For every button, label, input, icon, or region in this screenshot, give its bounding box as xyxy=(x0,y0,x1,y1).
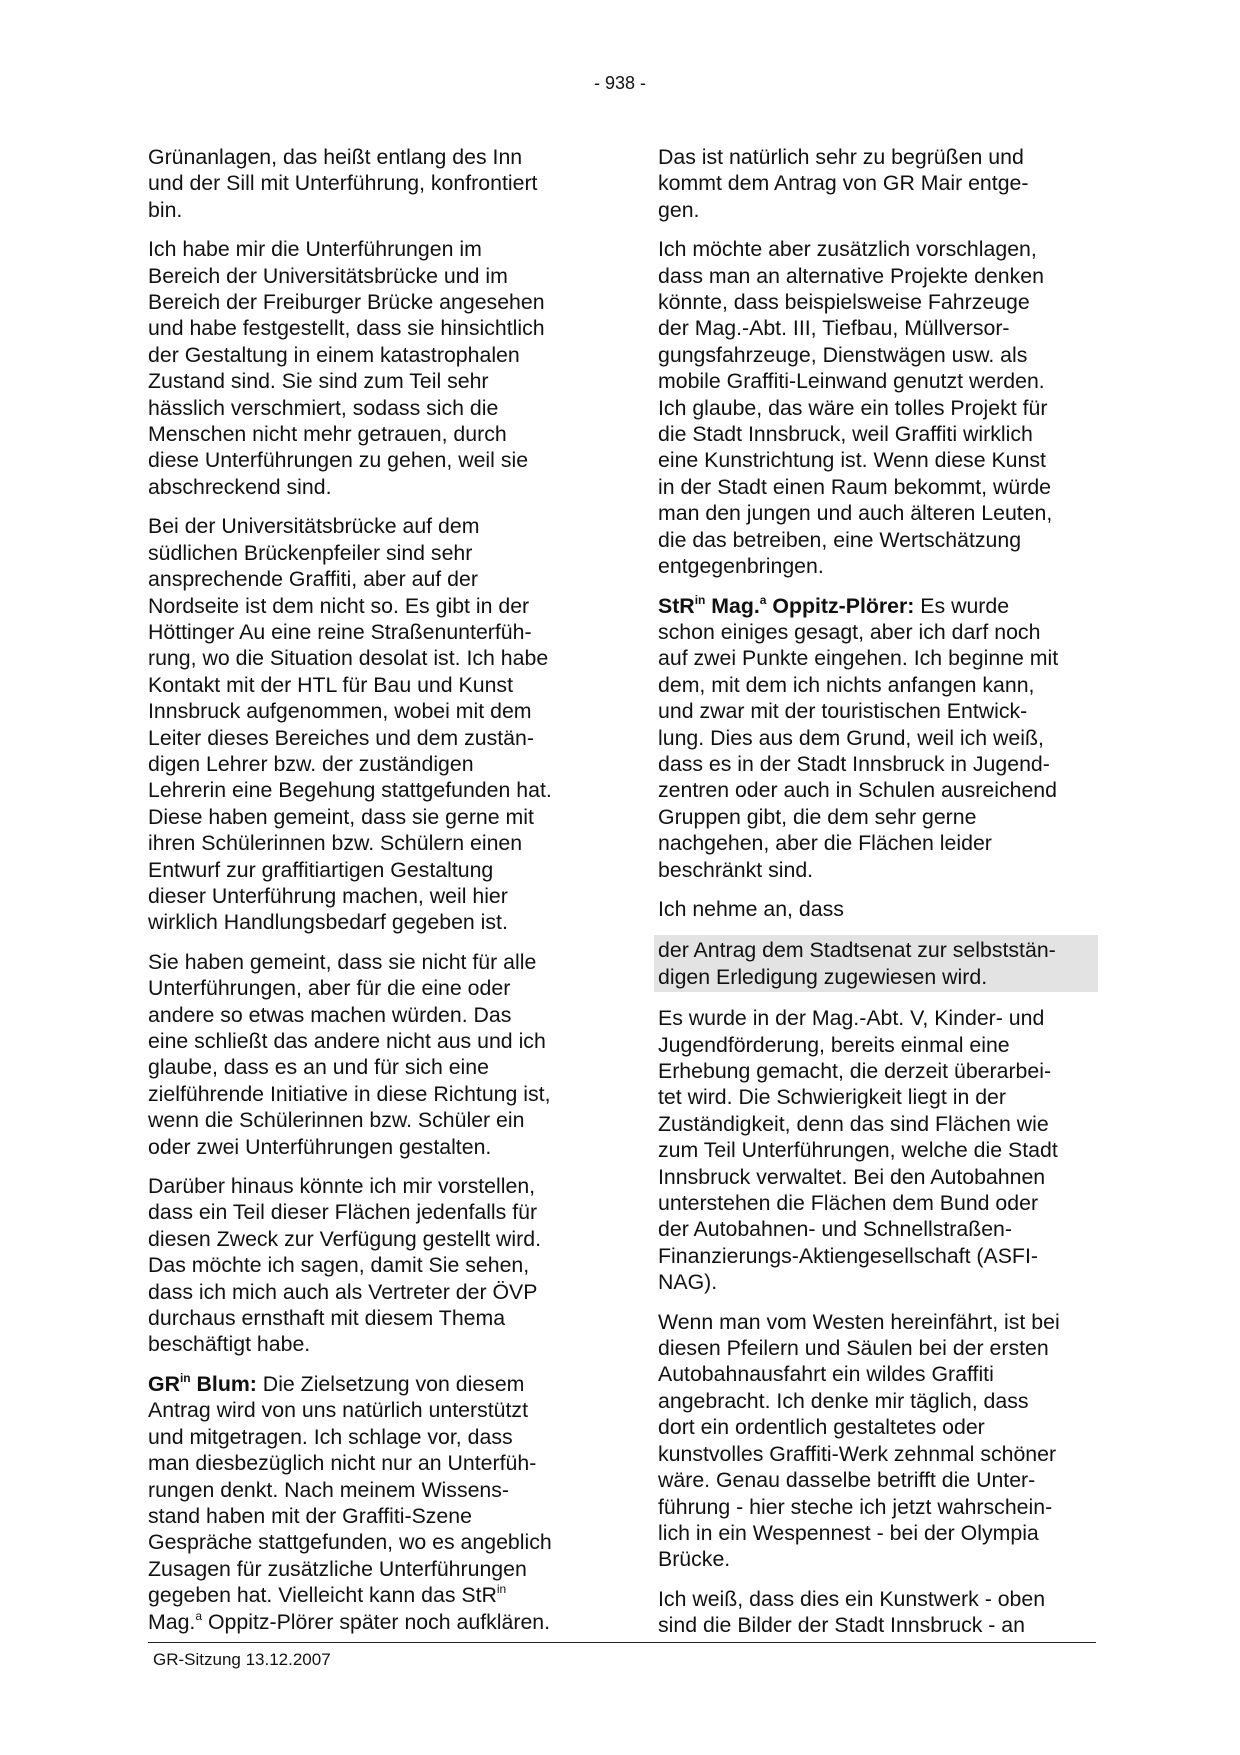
paragraph-lines xyxy=(148,1397,588,1582)
paragraph xyxy=(658,1005,1098,1295)
text-line: andere so etwas machen würden. Das xyxy=(148,1002,512,1027)
paragraph xyxy=(658,236,1098,579)
paragraph-lines xyxy=(658,619,1098,883)
text-line: man diesbezüglich nicht nur an Unterfüh- xyxy=(148,1451,537,1476)
text-line: zum Teil Unterführungen, welche die Stadt xyxy=(658,1138,1058,1163)
text-line: diesen Zweck zur Verfügung gestellt wird. xyxy=(148,1226,542,1251)
text-line: mobile Graffiti-Leinwand genutzt werden. xyxy=(658,369,1045,394)
text-line: dieser Unterführung machen, weil hier xyxy=(148,883,508,908)
text-line: glaube, dass es an und für sich eine xyxy=(148,1055,489,1080)
text-line: Lehrerin eine Begehung stattgefunden hat. xyxy=(148,778,552,803)
text-line: zentren oder auch in Schulen ausreichend xyxy=(658,778,1057,803)
text-line: schon einiges gesagt, aber ich darf noch xyxy=(658,619,1041,644)
text-line: angebracht. Ich denke mir täglich, dass xyxy=(658,1388,1029,1413)
text-line: entgegenbringen. xyxy=(658,554,824,579)
speaker-name: StR$^{in}$ Mag.$^a$ Oppitz-Plörer: xyxy=(658,592,915,618)
text-line: Jugendförderung, bereits einmal eine xyxy=(658,1032,1010,1057)
text-line: Finanzierungs-Aktiengesellschaft (ASFI- xyxy=(658,1243,1038,1268)
text-line: der Gestaltung in einem katastrophalen xyxy=(148,342,520,367)
text-line: durchaus ernsthaft mit diesem Thema xyxy=(148,1306,506,1331)
text-line: und der Sill mit Unterführung, konfrontiert xyxy=(148,171,538,196)
text-line: eine Kunstrichtung ist. Wenn diese Kunst xyxy=(658,448,1046,473)
text-line: wäre. Genau dasselbe betrifft die Unter- xyxy=(658,1468,1036,1493)
text-line: Diese haben gemeint, dass sie gerne mit xyxy=(148,804,534,829)
text-line: Innsbruck aufgenommen, wobei mit dem xyxy=(148,699,532,724)
text-line: tet wird. Die Schwierigkeit liegt in der xyxy=(658,1085,1006,1110)
text-line: zielführende Initiative in diese Richtung ist, xyxy=(148,1081,551,1106)
text-line: nachgehen, aber die Flächen leider xyxy=(658,831,992,856)
text-line: diese Unterführungen zu gehen, weil sie xyxy=(148,448,529,473)
text-line: Antrag wird von uns natürlich unterstützt xyxy=(148,1398,528,1423)
speaker-name: $GR^{in}$ Blum: xyxy=(148,1370,257,1396)
text-line: kommt dem Antrag von GR Mair entge- xyxy=(658,171,1029,196)
left-column xyxy=(148,144,588,1648)
text-line: in der Stadt einen Raum bekommt, würde xyxy=(658,474,1052,499)
text-line: bin. xyxy=(148,197,183,222)
text-line: rung, wo die Situation desolat ist. Ich habe xyxy=(148,646,549,671)
paragraph xyxy=(658,1586,1098,1639)
paragraph xyxy=(148,949,588,1160)
text-line: die das betreiben, eine Wertschätzung xyxy=(658,527,1022,552)
text-line: gen. xyxy=(658,197,700,222)
text-line: diesen Pfeilern und Säulen bei der ersten xyxy=(658,1336,1049,1361)
text-line: StR$^{in}$ Mag.$^a$ Oppitz-Plörer: Es wurde xyxy=(658,592,1010,618)
footer-session-date: GR-Sitzung 13.12.2007 xyxy=(153,1650,331,1669)
text-line: dass man an alternative Projekte denken xyxy=(658,263,1044,288)
text-line: NAG). xyxy=(658,1270,718,1295)
text-line: und zwar mit der touristischen Entwick- xyxy=(658,699,1028,724)
text-line: ihren Schülerinnen bzw. Schülern einen xyxy=(148,831,523,856)
text-line: Wenn man vom Westen hereinfährt, ist bei xyxy=(658,1309,1060,1334)
motion-highlight xyxy=(654,935,1098,992)
text-line: hässlich verschmiert, sodass sich die xyxy=(148,395,499,420)
text-line: führung - hier steche ich jetzt wahrschein- xyxy=(658,1494,1053,1519)
text-line: unterstehen die Flächen dem Bund oder xyxy=(658,1191,1039,1216)
page-number: - 938 - xyxy=(593,73,647,93)
text-line: dass ich mich auch als Vertreter der ÖVP xyxy=(148,1279,538,1304)
speaker-paragraph-oppitz-ploerer xyxy=(658,593,1098,883)
footer-rule xyxy=(148,1642,1096,1643)
text-line: Höttinger Au eine reine Straßenunterfüh- xyxy=(148,619,532,644)
paragraph xyxy=(148,513,588,936)
text-line: dass ein Teil dieser Flächen jedenfalls für xyxy=(148,1200,538,1225)
text-line: man den jungen und auch älteren Leuten, xyxy=(658,501,1053,526)
text-line: dort ein ordentlich gestaltetes oder xyxy=(658,1415,985,1440)
text-line: gungsfahrzeuge, Dienstwägen usw. als xyxy=(658,342,1028,367)
paragraph xyxy=(148,144,588,223)
text-line: abschreckend sind. xyxy=(148,474,332,499)
text-line: Das ist natürlich sehr zu begrüßen und xyxy=(658,145,1024,169)
text-line: dass es in der Stadt Innsbruck in Jugend- xyxy=(658,751,1050,776)
text-line: Ich nehme an, dass xyxy=(658,896,844,921)
text-line: Sie haben gemeint, dass sie nicht für alle xyxy=(148,949,537,974)
paragraph xyxy=(658,896,1098,922)
text-line: Zustand sind. Sie sind zum Teil sehr xyxy=(148,369,489,394)
text-line: Kontakt mit der HTL für Bau und Kunst xyxy=(148,672,513,697)
text-line: Es wurde in der Mag.-Abt. V, Kinder- und xyxy=(658,1006,1045,1031)
paragraph xyxy=(148,1173,588,1358)
text-line: könnte, dass beispielsweise Fahrzeuge xyxy=(658,290,1030,315)
text-line: wirklich Handlungsbedarf gegeben ist. xyxy=(148,910,508,935)
text-line: Erhebung gemacht, die derzeit überarbei- xyxy=(658,1059,1052,1083)
text-line: Gruppen gibt, die dem sehr gerne xyxy=(658,804,977,829)
text-line: Ich glaube, das wäre ein tolles Projekt für xyxy=(658,395,1048,420)
text-line: und habe festgestellt, dass sie hinsichtlich xyxy=(148,316,545,341)
text-line: lung. Dies aus dem Grund, weil ich weiß, xyxy=(658,725,1044,750)
speaker-paragraph-blum xyxy=(148,1371,588,1635)
text-line: der Autobahnen- und Schnellstraßen- xyxy=(658,1217,1012,1242)
text-line: und mitgetragen. Ich schlage vor, dass xyxy=(148,1424,513,1449)
text-line: Brücke. xyxy=(658,1547,731,1572)
text-line: wenn die Schülerinnen bzw. Schüler ein xyxy=(148,1108,525,1133)
text-line: beschränkt sind. xyxy=(658,857,814,882)
text-line: Unterführungen, aber für die eine oder xyxy=(148,976,511,1001)
paragraph xyxy=(658,1309,1098,1573)
text-line: gegeben hat. Vielleicht kann das StR$^{in}$ xyxy=(148,1582,507,1608)
text-line: Innsbruck verwaltet. Bei den Autobahnen xyxy=(658,1164,1046,1189)
text-line: ansprechende Graffiti, aber auf der xyxy=(148,567,478,592)
text-line: Autobahnausfahrt ein wildes Graffiti xyxy=(658,1362,994,1387)
text-line: Bereich der Universitätsbrücke und im xyxy=(148,263,508,288)
paragraph xyxy=(148,236,588,500)
text-line: beschäftigt habe. xyxy=(148,1332,311,1357)
text-line: Menschen nicht mehr getrauen, durch xyxy=(148,422,507,447)
text-line: lich in ein Wespennest - bei der Olympia xyxy=(658,1520,1039,1545)
text-line: Gespräche stattgefunden, wo es angeblich xyxy=(148,1530,552,1555)
text-line: Bei der Universitätsbrücke auf dem xyxy=(148,514,480,539)
text-line: digen Erledigung zugewiesen wird. xyxy=(658,964,988,989)
text-line: digen Lehrer bzw. der zuständigen xyxy=(148,751,474,776)
text-line: auf zwei Punkte eingehen. Ich beginne mit xyxy=(658,646,1059,671)
text-line: Nordseite ist dem nicht so. Es gibt in der xyxy=(148,593,530,618)
text-line: $GR^{in}$ Blum: Die Zielsetzung von diesem xyxy=(148,1370,525,1396)
text-line: Darüber hinaus könnte ich mir vorstellen, xyxy=(148,1174,536,1199)
text-line: Zuständigkeit, denn das sind Flächen wie xyxy=(658,1111,1049,1136)
right-column xyxy=(658,144,1098,1652)
text-line: Ich möchte aber zusätzlich vorschlagen, xyxy=(658,237,1037,262)
text-line: eine schließt das andere nicht aus und ich xyxy=(148,1029,546,1053)
text-line: oder zwei Unterführungen gestalten. xyxy=(148,1134,492,1159)
text-line: Zusagen für zusätzliche Unterführungen xyxy=(148,1556,527,1581)
text-line: stand haben mit der Graffiti-Szene xyxy=(148,1503,472,1528)
text-line: Mag.$^a$ Oppitz-Plörer später noch aufklären. xyxy=(148,1608,551,1634)
text-line: Leiter dieses Bereiches und dem zustän- xyxy=(148,725,534,750)
text-line: der Mag.-Abt. III, Tiefbau, Müllversor- xyxy=(658,316,1010,341)
text-line: Grünanlagen, das heißt entlang des Inn xyxy=(148,145,523,169)
text-line: sind die Bilder der Stadt Innsbruck - an xyxy=(658,1613,1025,1638)
text-line: der Antrag dem Stadtsenat zur selbststän- xyxy=(658,938,1056,963)
text-line: südlichen Brückenpfeiler sind sehr xyxy=(148,540,473,565)
text-line: Das möchte ich sagen, damit Sie sehen, xyxy=(148,1253,530,1278)
text-line: kunstvolles Graffiti-Werk zehnmal schöner xyxy=(658,1441,1057,1466)
text-line: die Stadt Innsbruck, weil Graffiti wirklich xyxy=(658,422,1033,447)
text-line: Entwurf zur graffitiartigen Gestaltung xyxy=(148,857,494,882)
text-line: Ich habe mir die Unterführungen im xyxy=(148,237,482,262)
paragraph xyxy=(658,144,1098,223)
text-line: Bereich der Freiburger Brücke angesehen xyxy=(148,290,545,315)
text-line: rungen denkt. Nach meinem Wissens- xyxy=(148,1477,510,1502)
text-line: dem, mit dem ich nichts anfangen kann, xyxy=(658,672,1035,697)
text-line: Ich weiß, dass dies ein Kunstwerk - oben xyxy=(658,1586,1046,1611)
